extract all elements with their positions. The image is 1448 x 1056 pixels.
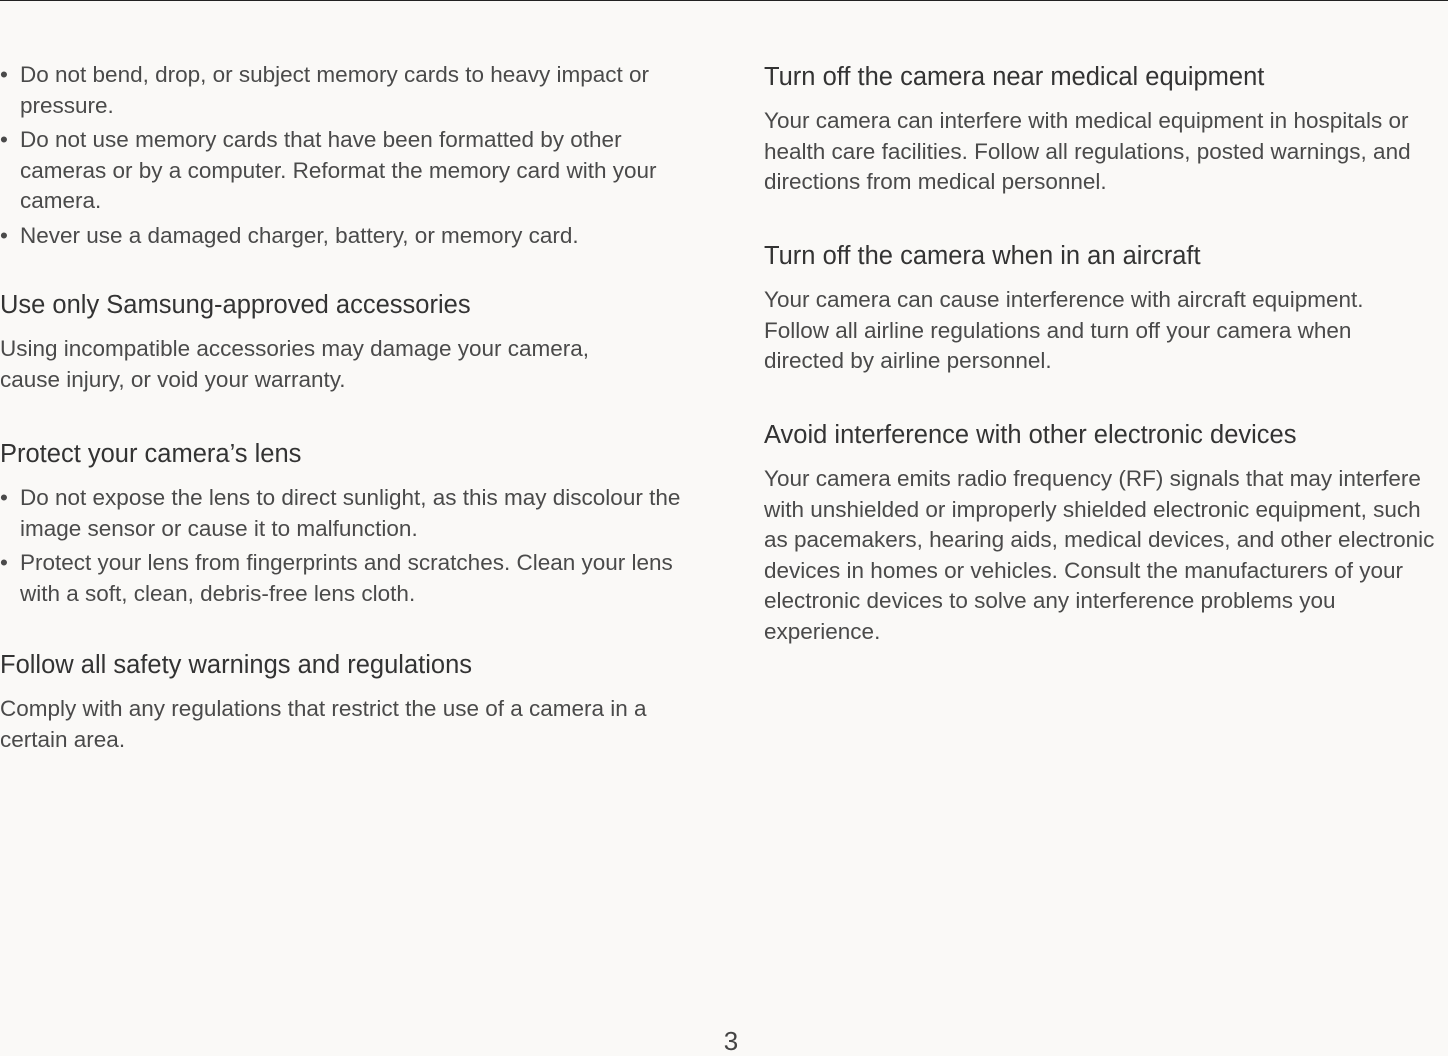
aircraft-section [764,239,1404,377]
section-heading: Use only Samsung-approved accessories [0,291,471,319]
bullet-item: • Do not use memory cards that have been formatted by other cameras or by a computer. Reformat the memory card with your camera. [0,125,690,217]
top-rule [0,0,1448,1]
section-body: Comply with any regulations that restrict the use of a camera in a certain area. [0,696,647,752]
page-number [0,1026,1448,1056]
regulations-section [0,648,690,755]
section-body: Your camera can interfere with medical equipment in hospitals or health care facilities. Follow all regulations, posted warnings, and directions from medical personnel. [764,108,1411,194]
page-number-text: 3 [723,1026,739,1056]
section-heading: Avoid interference with other electronic devices [764,421,1297,449]
section-body: Your camera can cause interference with aircraft equipment. Follow all airline regulations and turn off your camera when directed by airline personnel. [764,287,1364,373]
bullet-item: • Do not bend, drop, or subject memory cards to heavy impact or pressure. [0,60,690,121]
section-heading: Turn off the camera when in an aircraft [764,242,1201,270]
section-body: Using incompatible accessories may damage your camera, cause injury, or void your warranty. [0,336,590,392]
memory-card-bullets [0,60,690,255]
accessories-section [0,288,640,395]
section-body: Your camera emits radio frequency (RF) signals that may interfere with unshielded or improperly shielded electronic equipment, such as pacemakers, hearing aids, medical devices, and other electronic devices in homes or vehicles. Consult the manufacturers of your electronic devices to solve any interference problems you experience. [764,466,1435,644]
section-heading: Turn off the camera near medical equipment [764,63,1265,91]
bullet-item: • Protect your lens from fingerprints and scratches. Clean your lens with a soft, clean, debris-free lens cloth. [0,548,690,609]
section-heading: Follow all safety warnings and regulations [0,651,472,679]
section-heading: Protect your camera’s lens [0,440,302,468]
electronic-section [764,418,1448,647]
bullet-item: • Never use a damaged charger, battery, or memory card. [0,221,690,252]
bullet-item: • Do not expose the lens to direct sunlight, as this may discolour the image sensor or cause it to malfunction. [0,483,690,544]
medical-section [764,60,1448,198]
lens-bullets [0,483,690,609]
lens-section [0,437,690,613]
